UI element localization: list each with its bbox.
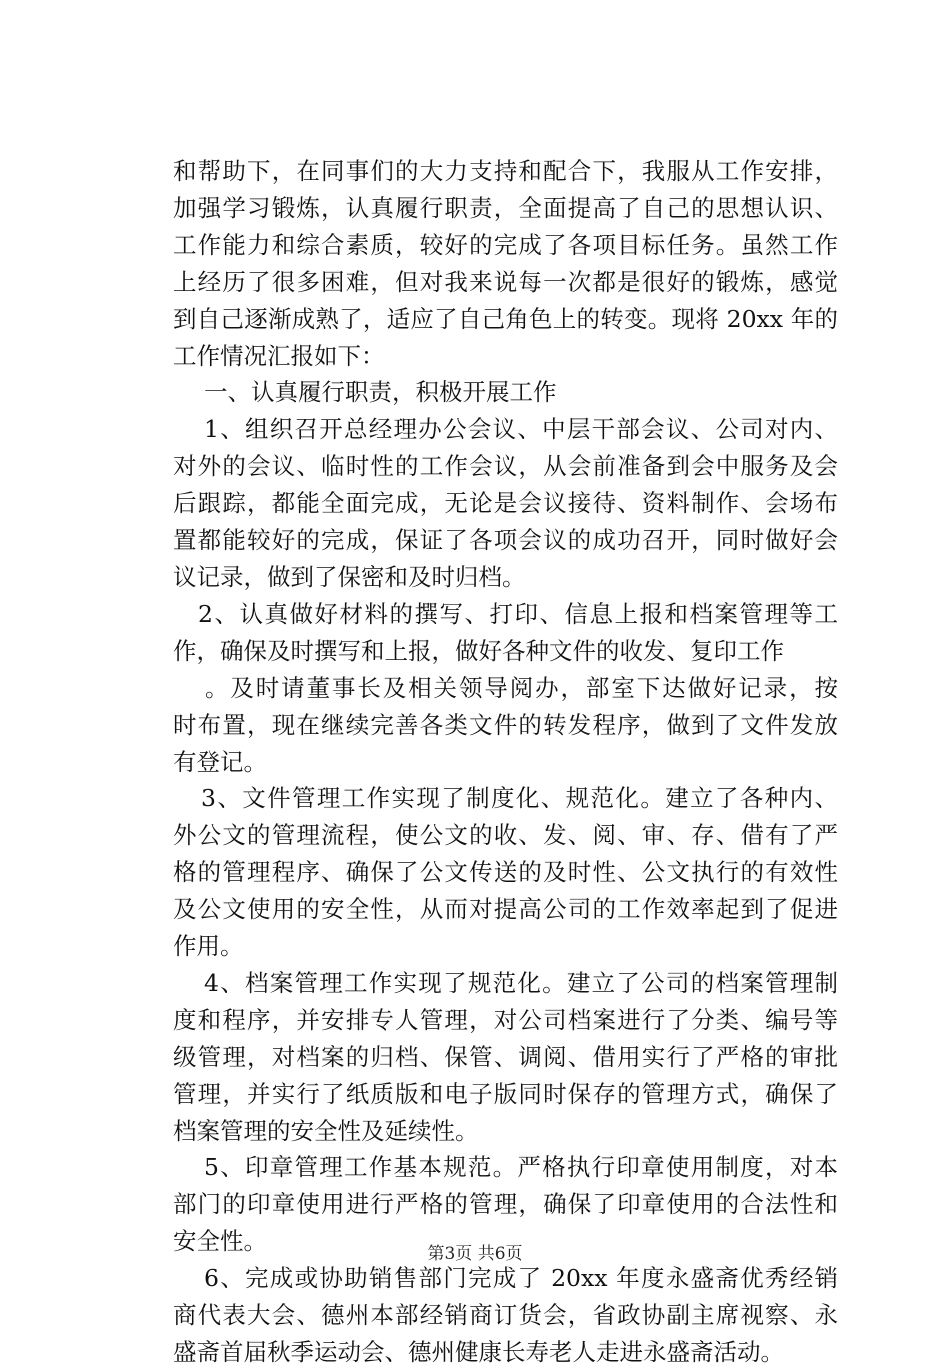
text-line: 议记录，做到了保密和及时归档。 [173, 562, 526, 591]
text-line: 1、组织召开总经理办公会议、中层干部会议、公司对内、 [204, 415, 838, 444]
paragraph-item-3 [173, 780, 838, 965]
document-body [173, 153, 838, 1371]
text-line: 一、认真履行职责，积极开展工作 [204, 378, 557, 407]
text-line: 档案管理的安全性及延续性。 [173, 1116, 479, 1145]
text-line: 商代表大会、德州本部经销商订货会，省政协副主席视察、永 [173, 1301, 838, 1330]
text-line: 有登记。 [173, 747, 267, 776]
paragraph-item-6 [173, 1260, 838, 1371]
text-line: 6、完成或协助销售部门完成了 20xx 年度永盛斋优秀经销 [204, 1264, 838, 1293]
text-line: 和帮助下，在同事们的大力支持和配合下，我服从工作安排， [173, 157, 838, 185]
paragraph-item-1 [173, 411, 838, 596]
text-line: 安全性。 [173, 1227, 267, 1256]
text-line: 部门的印章使用进行严格的管理，确保了印章使用的合法性和 [173, 1190, 838, 1219]
text-line: 级管理，对档案的归档、保管、调阅、借用实行了严格的审批 [173, 1042, 838, 1071]
text-line: 5、印章管理工作基本规范。严格执行印章使用制度，对本 [204, 1153, 838, 1182]
text-line: 工作情况汇报如下： [173, 341, 385, 370]
text-line: 4、档案管理工作实现了规范化。建立了公司的档案管理制 [204, 968, 838, 997]
text-line: 作用。 [173, 932, 244, 961]
text-line: 作，确保及时撰写和上报，做好各种文件的收发、复印工作 [173, 636, 784, 665]
text-line: 时布置，现在继续完善各类文件的转发程序，做到了文件发放 [173, 710, 838, 739]
page-number: 第3页 共6页 [427, 1244, 523, 1264]
text-line: 。及时请董事长及相关领导阅办，部室下达做好记录，按 [205, 673, 838, 702]
paragraph-intro [173, 153, 838, 374]
text-line: 到自己逐渐成熟了，适应了自己角色上的转变。现将 20xx 年的 [173, 304, 838, 333]
text-line: 后跟踪，都能全面完成，无论是会议接待、资料制作、会场布 [173, 489, 838, 518]
text-line: 3、文件管理工作实现了制度化、规范化。建立了各种内、 [201, 784, 838, 813]
text-line: 度和程序，并安排专人管理，对公司档案进行了分类、编号等 [173, 1005, 838, 1034]
text-line: 置都能较好的完成，保证了各项会议的成功召开，同时做好会 [173, 526, 838, 555]
paragraph-item-2 [173, 596, 838, 781]
text-line: 管理，并实行了纸质版和电子版同时保存的管理方式，确保了 [173, 1079, 838, 1108]
text-line: 对外的会议、临时性的工作会议，从会前准备到会中服务及会 [173, 452, 838, 481]
text-line: 上经历了很多困难，但对我来说每一次都是很好的锻炼，感觉 [173, 267, 838, 296]
text-line: 格的管理程序、确保了公文传送的及时性、公文执行的有效性 [173, 858, 838, 887]
page-footer [0, 1239, 950, 1264]
paragraph-item-4 [173, 965, 838, 1150]
text-line: 外公文的管理流程，使公文的收、发、阅、审、存、借有了严 [173, 821, 838, 850]
text-line: 2、认真做好材料的撰写、打印、信息上报和档案管理等工 [198, 599, 838, 628]
text-line: 及公文使用的安全性，从而对提高公司的工作效率起到了促进 [173, 895, 838, 924]
section-heading [173, 374, 838, 411]
text-line: 加强学习锻炼，认真履行职责，全面提高了自己的思想认识、 [173, 193, 838, 222]
text-line: 盛斋首届秋季运动会、德州健康长寿老人走进永盛斋活动。 [173, 1338, 784, 1366]
text-line: 工作能力和综合素质，较好的完成了各项目标任务。虽然工作 [173, 230, 838, 259]
